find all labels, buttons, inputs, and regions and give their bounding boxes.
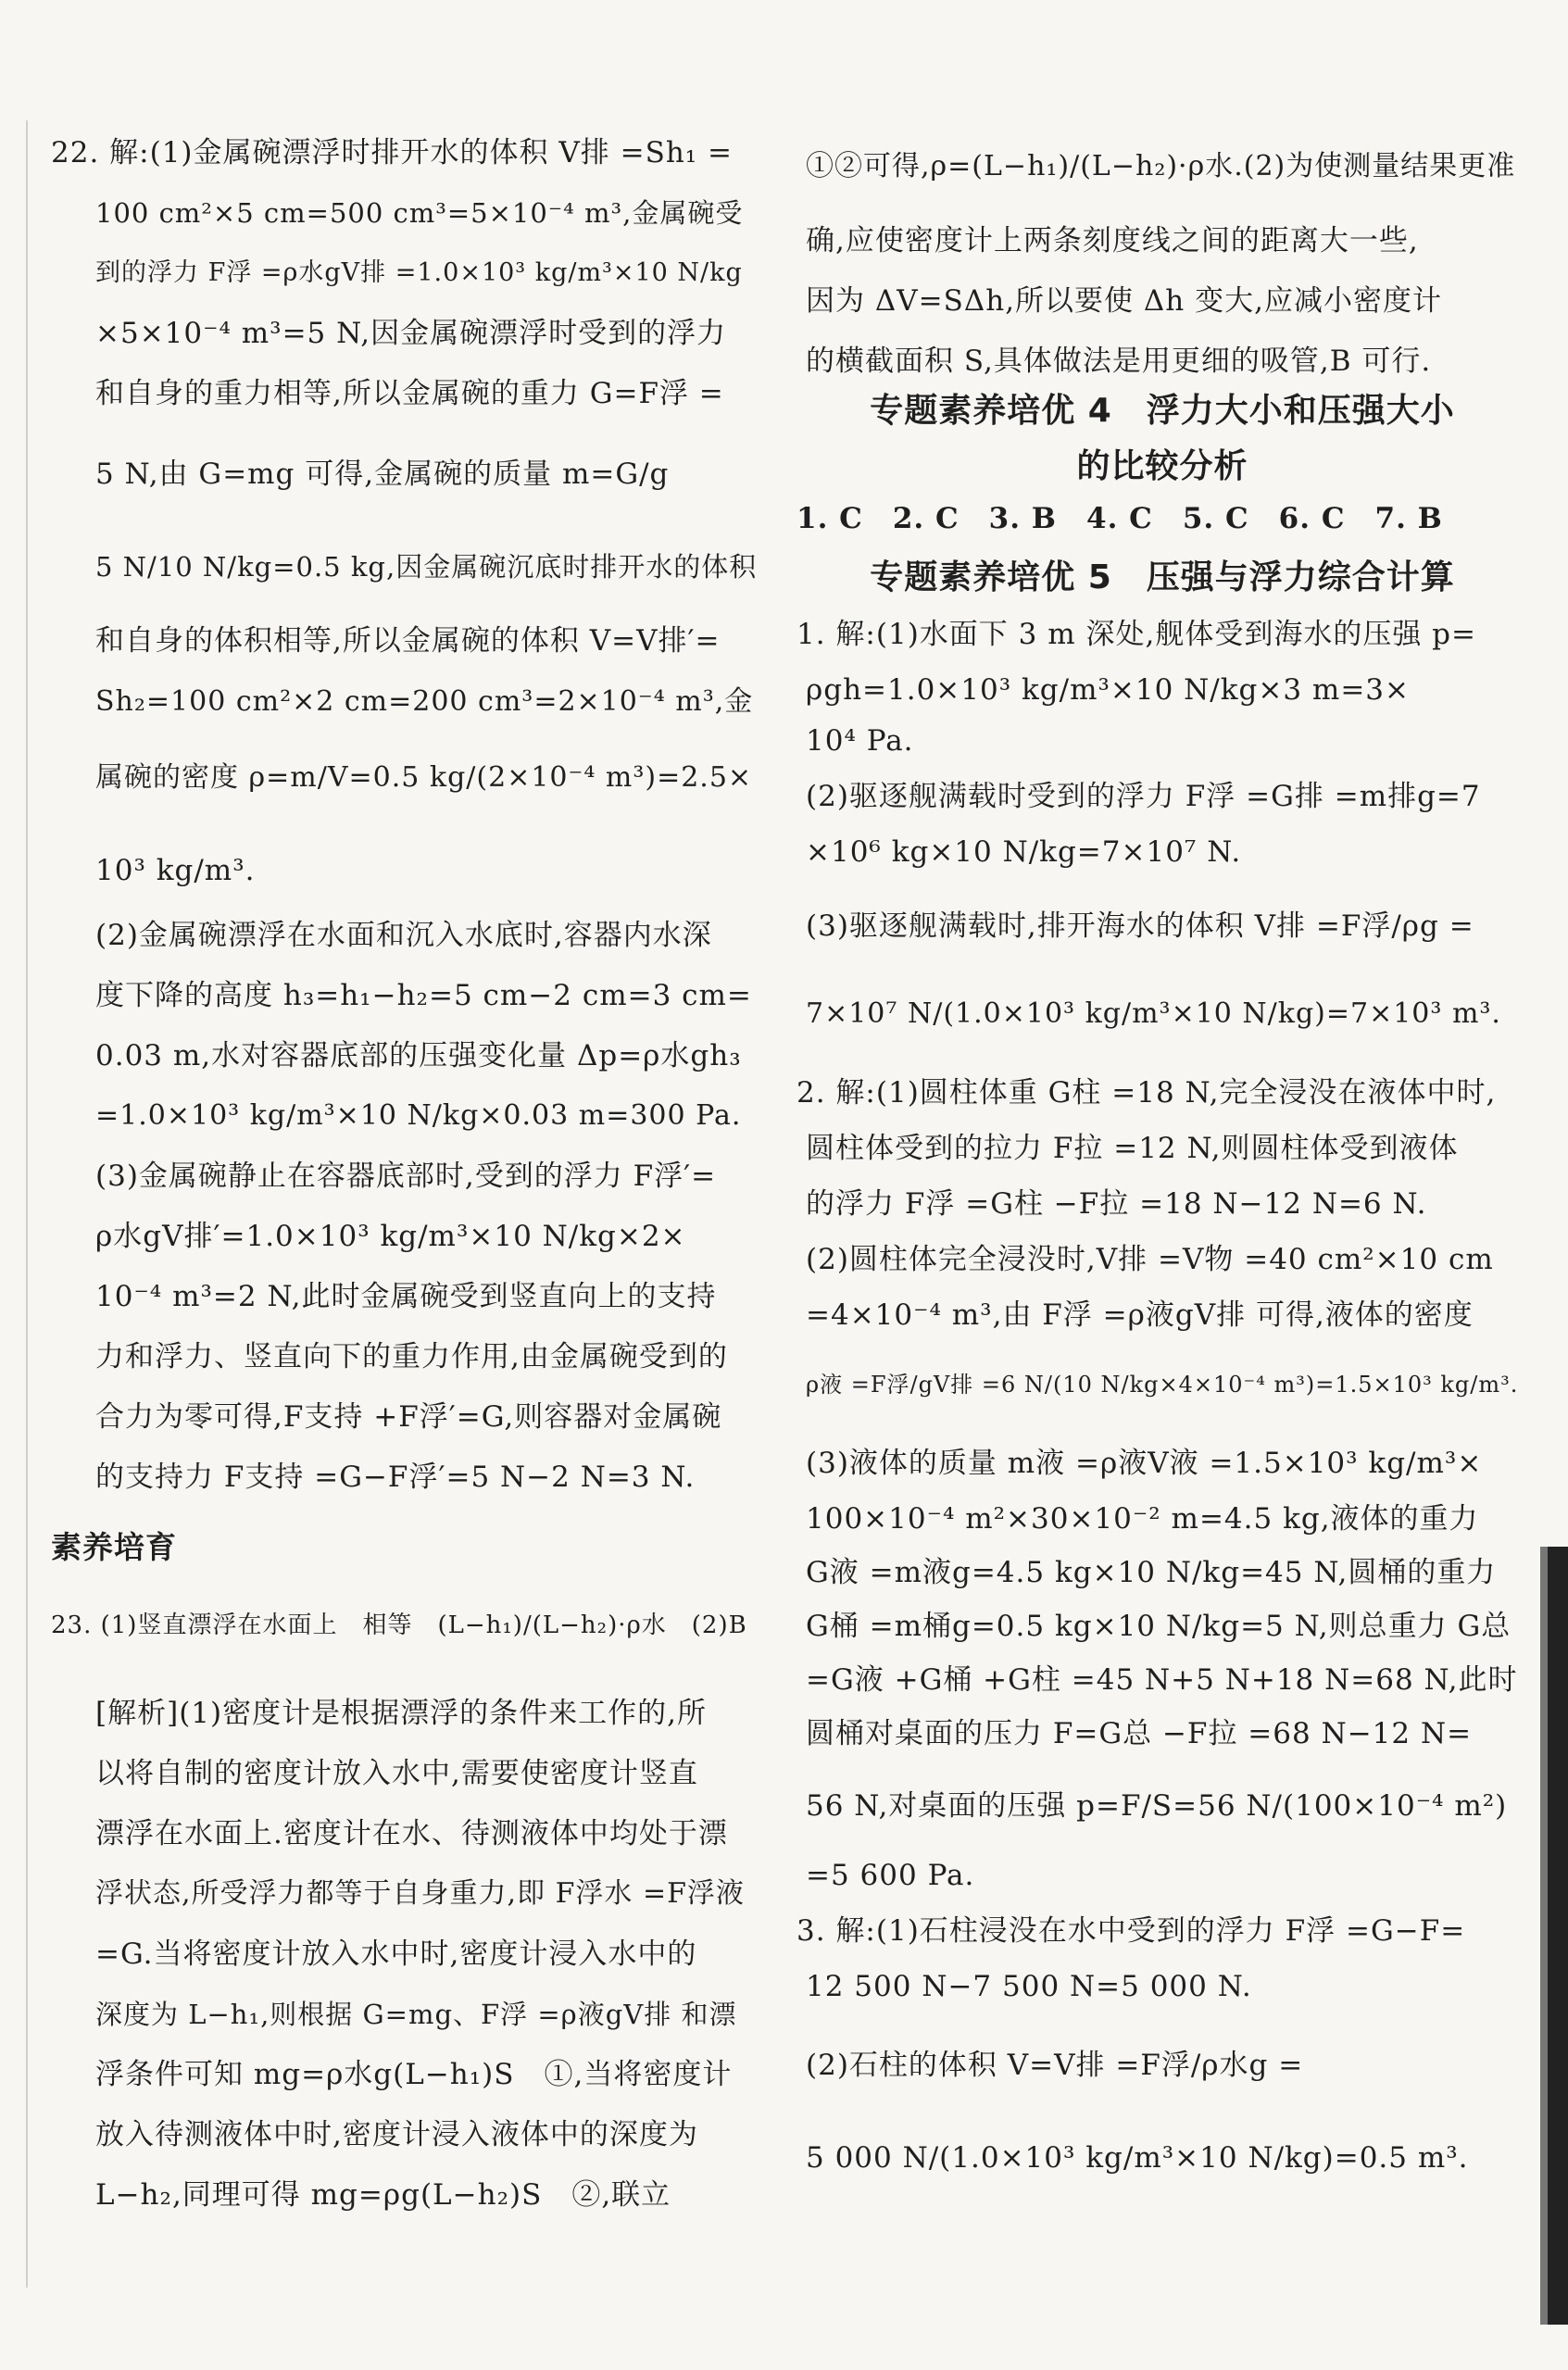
text-line: 和自身的重力相等,所以金属碗的重力 G=F浮 = <box>95 377 724 410</box>
q2-line: 2. 解:(1)圆柱体重 G柱 =18 N,完全浸没在液体中时, <box>797 1076 1497 1110</box>
text-line: 5 N,由 G=mg 可得,金属碗的质量 m=G/g <box>95 458 670 491</box>
analysis-line: =G.当将密度计放入水中时,密度计浸入水中的 <box>95 1937 697 1971</box>
text-line: (2)金属碗漂浮在水面和沉入水底时,容器内水深 <box>95 919 712 952</box>
text-line: ×5×10⁻⁴ m³=5 N,因金属碗漂浮时受到的浮力 <box>95 317 727 350</box>
text-line: =1.0×10³ kg/m³×10 N/kg×0.03 m=300 Pa. <box>95 1099 742 1132</box>
text-line: 5 N/10 N/kg=0.5 kg,因金属碗沉底时排开水的体积 <box>95 551 758 583</box>
analysis-line: L−h₂,同理可得 mg=ρg(L−h₂)S ②,联立 <box>95 2178 671 2212</box>
analysis-line: 以将自制的密度计放入水中,需要使密度计竖直 <box>95 1757 698 1790</box>
q2-line: =5 600 Pa. <box>806 1859 975 1892</box>
text-line: 确,应使密度计上两条刻度线之间的距离大一些, <box>806 224 1419 257</box>
text-line: ①②可得,ρ=(L−h₁)/(L−h₂)·ρ水.(2)为使测量结果更准 <box>806 150 1516 182</box>
text-line: 因为 ΔV=SΔh,所以要使 Δh 变大,应减小密度计 <box>806 284 1442 318</box>
q1-line: ×10⁶ kg×10 N/kg=7×10⁷ N. <box>806 835 1242 869</box>
q3-line: 5 000 N/(1.0×10³ kg/m³×10 N/kg)=0.5 m³. <box>806 2141 1469 2175</box>
q2-line: ρ液 =F浮/gV排 =6 N/(10 N/kg×4×10⁻⁴ m³)=1.5×10³ kg/m³. <box>806 1372 1519 1398</box>
q1-line: (2)驱逐舰满载时受到的浮力 F浮 =G排 =m排g=7 <box>806 780 1481 813</box>
analysis-line: 漂浮在水面上.密度计在水、待测液体中均处于漂 <box>95 1817 728 1850</box>
q1-line: 7×10⁷ N/(1.0×10³ kg/m³×10 N/kg)=7×10³ m³. <box>806 997 1501 1030</box>
section-title: 素养培育 <box>51 1529 177 1565</box>
q1-line: ρgh=1.0×10³ kg/m³×10 N/kg×3 m=3× <box>806 673 1410 707</box>
text-line: 10³ kg/m³. <box>95 854 256 887</box>
text-line: 属碗的密度 ρ=m/V=0.5 kg/(2×10⁻⁴ m³)=2.5× <box>95 761 753 794</box>
q2-line: G桶 =m桶g=0.5 kg×10 N/kg=5 N,则总重力 G总 <box>806 1610 1512 1643</box>
text-line: 力和浮力、竖直向下的重力作用,由金属碗受到的 <box>95 1340 728 1373</box>
text-line: 的支持力 F支持 =G−F浮′=5 N−2 N=3 N. <box>95 1461 696 1494</box>
q1-line: 1. 解:(1)水面下 3 m 深处,舰体受到海水的压强 p= <box>797 618 1476 651</box>
q2-line: G液 =m液g=4.5 kg×10 N/kg=45 N,圆桶的重力 <box>806 1556 1497 1589</box>
analysis-line: 浮条件可知 mg=ρ水g(L−h₁)S ①,当将密度计 <box>95 2058 733 2091</box>
margin-rule <box>26 120 28 2288</box>
q2-line: (2)圆柱体完全浸没时,V排 =V物 =40 cm²×10 cm <box>806 1243 1494 1276</box>
section-heading-4-cont: 的比较分析 <box>1076 447 1248 485</box>
analysis-line: [解析](1)密度计是根据漂浮的条件来工作的,所 <box>95 1697 707 1730</box>
q3-line: 3. 解:(1)石柱浸没在水中受到的浮力 F浮 =G−F= <box>797 1914 1466 1948</box>
analysis-line: 放入待测液体中时,密度计浸入液体中的深度为 <box>95 2118 698 2151</box>
q2-line: (3)液体的质量 m液 =ρ液V液 =1.5×10³ kg/m³× <box>806 1447 1483 1480</box>
text-line: 10⁻⁴ m³=2 N,此时金属碗受到竖直向上的支持 <box>95 1280 717 1313</box>
text-line: 到的浮力 F浮 =ρ水gV排 =1.0×10³ kg/m³×10 N/kg <box>95 258 743 287</box>
q2-line: 的浮力 F浮 =G柱 −F拉 =18 N−12 N=6 N. <box>806 1187 1427 1221</box>
q3-line: 12 500 N−7 500 N=5 000 N. <box>806 1970 1252 2003</box>
q2-line: 圆柱体受到的拉力 F拉 =12 N,则圆柱体受到液体 <box>806 1132 1459 1165</box>
q1-line: 10⁴ Pa. <box>806 724 914 758</box>
text-line: 100 cm²×5 cm=500 cm³=5×10⁻⁴ m³,金属碗受 <box>95 197 744 229</box>
q2-line: =4×10⁻⁴ m³,由 F浮 =ρ液gV排 可得,液体的密度 <box>806 1298 1474 1332</box>
text-line: Sh₂=100 cm²×2 cm=200 cm³=2×10⁻⁴ m³,金 <box>95 685 754 718</box>
answer-key: 1. C 2. C 3. B 4. C 5. C 6. C 7. B <box>797 502 1443 535</box>
section-heading-5: 专题素养培优 5 压强与浮力综合计算 <box>870 558 1455 596</box>
text-line: 和自身的体积相等,所以金属碗的体积 V=V排′= <box>95 624 721 658</box>
text-line: 的横截面积 S,具体做法是用更细的吸管,B 可行. <box>806 345 1432 378</box>
text-line: ρ水gV排′=1.0×10³ kg/m³×10 N/kg×2× <box>95 1220 686 1253</box>
text-line: (3)金属碗静止在容器底部时,受到的浮力 F浮′= <box>95 1160 717 1193</box>
q23-answer-line: 23. (1)竖直漂浮在水面上 相等 (L−h₁)/(L−h₂)·ρ水 (2)B <box>51 1611 747 1639</box>
q2-line: 圆桶对桌面的压力 F=G总 −F拉 =68 N−12 N= <box>806 1717 1473 1750</box>
q2-line: 100×10⁻⁴ m²×30×10⁻² m=4.5 kg,液体的重力 <box>806 1502 1479 1536</box>
page-edge-shadow-inner <box>1540 1547 1548 2325</box>
text-line: 合力为零可得,F支持 +F浮′=G,则容器对金属碗 <box>95 1400 722 1434</box>
analysis-line: 深度为 L−h₁,则根据 G=mg、F浮 =ρ液gV排 和漂 <box>95 1999 737 2030</box>
text-line: 22. 解:(1)金属碗漂浮时排开水的体积 V排 =Sh₁ = <box>51 136 734 169</box>
q2-line: =G液 +G桶 +G柱 =45 N+5 N+18 N=68 N,此时 <box>806 1663 1518 1697</box>
q2-line: 56 N,对桌面的压强 p=F/S=56 N/(100×10⁻⁴ m²) <box>806 1789 1508 1823</box>
section-heading-4: 专题素养培优 4 浮力大小和压强大小 <box>870 392 1455 430</box>
analysis-line: 浮状态,所受浮力都等于自身重力,即 F浮水 =F浮液 <box>95 1877 745 1910</box>
page-edge-shadow <box>1548 1547 1568 2325</box>
q3-line: (2)石柱的体积 V=V排 =F浮/ρ水g = <box>806 2049 1304 2082</box>
text-line: 度下降的高度 h₃=h₁−h₂=5 cm−2 cm=3 cm= <box>95 979 752 1012</box>
text-line: 0.03 m,水对容器底部的压强变化量 Δp=ρ水gh₃ <box>95 1039 742 1072</box>
q1-line: (3)驱逐舰满载时,排开海水的体积 V排 =F浮/ρg = <box>806 909 1474 943</box>
